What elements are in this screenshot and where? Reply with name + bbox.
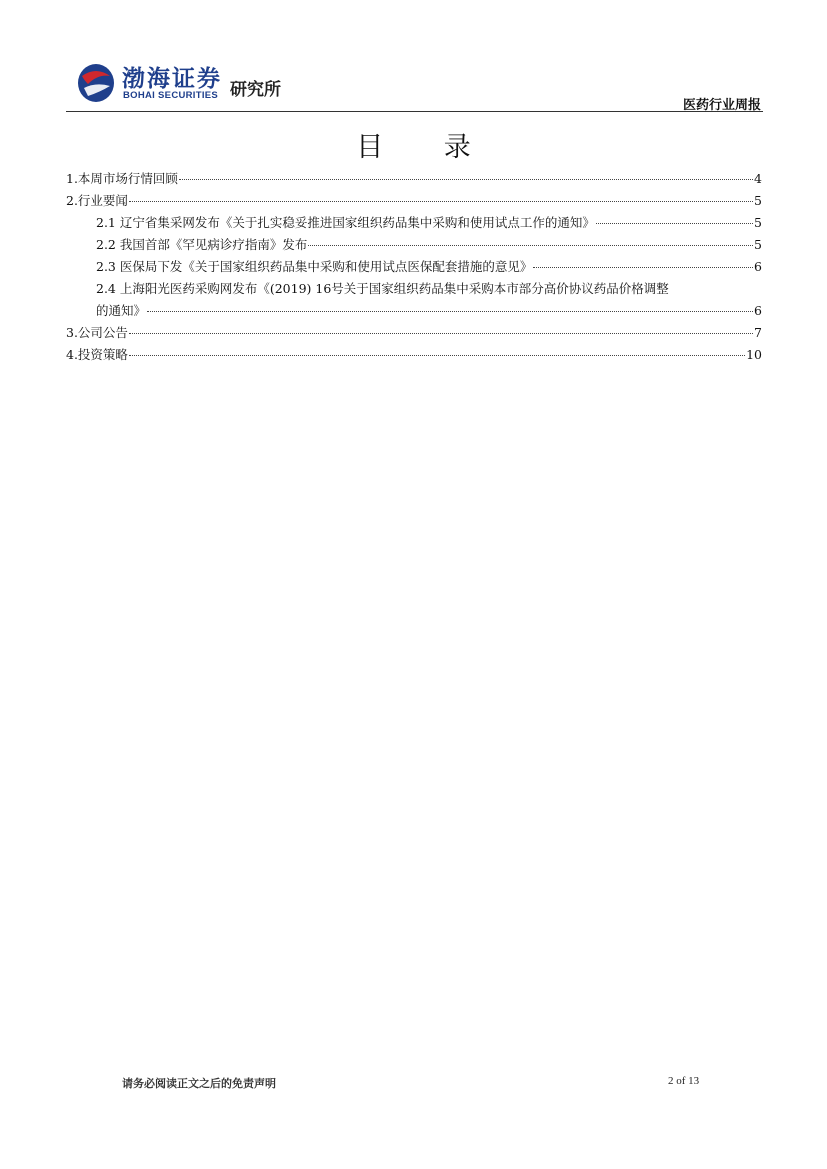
toc-entry-1[interactable] [66,168,762,190]
footer-page-number: 2 of 13 [668,1075,700,1087]
toc-leader-dots [533,267,753,268]
toc-leader-dots [308,245,753,246]
toc-title: 目 录 [356,132,497,163]
toc-leader-dots [129,201,753,202]
toc-entry-2-2[interactable] [66,234,762,256]
toc-leader-dots [129,333,753,334]
bohai-logo-icon [76,62,116,104]
toc-page-number: 4 [754,171,762,186]
toc-entry-label: 2.2 我国首部《罕见病诊疗指南》发布 [96,237,308,252]
toc-page-number: 5 [754,215,762,230]
toc-entry-2-4[interactable] [66,278,762,322]
toc-leader-dots [147,311,753,312]
toc-page-number: 10 [746,347,762,362]
toc-page-number: 5 [754,193,762,208]
toc-entry-label: 2.4 上海阳光医药采购网发布《(2019) 16号关于国家组织药品集中采购本市部分高价协议药品价格调整 [96,281,669,296]
footer-disclaimer: 请务必阅读正文之后的免责声明 [122,1077,276,1090]
toc-entry-2-3[interactable] [66,256,762,278]
toc-entry-label-continued: 的通知》 [96,303,147,318]
toc-leader-dots [129,355,745,356]
toc-entry-label: 2.行业要闻 [66,193,128,208]
toc-entry-label: 1.本周市场行情回顾 [66,171,178,186]
toc-entry-label: 2.3 医保局下发《关于国家组织药品集中采购和使用试点医保配套措施的意见》 [96,259,533,274]
brand-name-en: BOHAI SECURITIES [123,90,219,101]
toc-entry-3[interactable] [66,322,762,344]
toc-entry-4[interactable] [66,344,762,366]
report-type: 医药行业周报 [682,98,761,113]
toc-page-number: 5 [754,237,762,252]
brand-name-cn: 渤海证券 [122,65,222,92]
institute-label: 研究所 [230,80,281,100]
toc-leader-dots [596,223,753,224]
toc-entry-label: 4.投资策略 [66,347,128,362]
toc-page-number: 6 [754,259,762,274]
toc-entry-2[interactable] [66,190,762,212]
table-of-contents [66,168,762,366]
toc-leader-dots [179,179,753,180]
toc-entry-label: 2.1 辽宁省集采网发布《关于扎实稳妥推进国家组织药品集中采购和使用试点工作的通知》 [96,215,595,230]
toc-page-number: 6 [754,303,762,318]
header-divider [66,111,763,112]
toc-page-number: 7 [754,325,762,340]
page-header [66,58,763,114]
toc-entry-label: 3.公司公告 [66,325,128,340]
toc-entry-2-1[interactable] [66,212,762,234]
